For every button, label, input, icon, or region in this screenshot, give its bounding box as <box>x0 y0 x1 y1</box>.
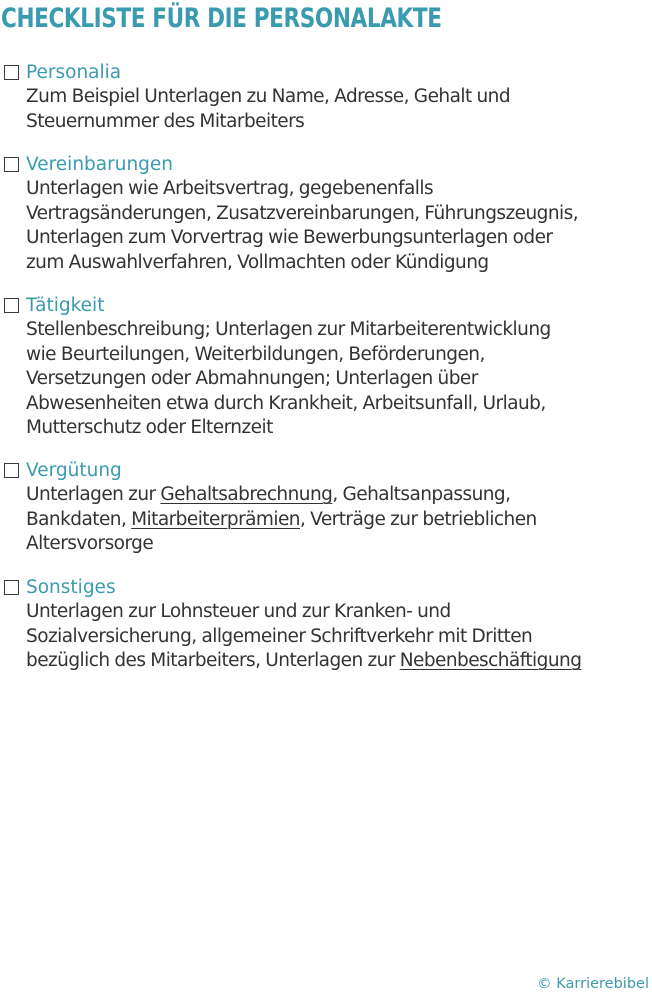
description-line: Abwesenheiten etwa durch Krankheit, Arbeitsunfall, Urlaub, <box>26 392 546 414</box>
checklist-item-heading-row <box>0 294 650 318</box>
description-line: Unterlagen zur Lohnsteuer und zur Kranken- und <box>26 601 451 622</box>
description-line: Versetzungen oder Abmahnungen; Unterlagen über <box>26 368 478 389</box>
line-text: , Verträge zur betrieblichen <box>299 508 537 530</box>
section-heading: Vereinbarungen <box>26 154 174 175</box>
checklist-section-sonstiges <box>0 576 650 674</box>
copyright-footer: © Karrierebibel <box>537 976 649 992</box>
line-text: Unterlagen zur <box>26 484 161 505</box>
description-line: Unterlagen zum Vorvertrag wie Bewerbungsunterlagen oder <box>26 227 553 248</box>
checkbox-sonstiges[interactable] <box>4 580 19 595</box>
section-description <box>0 483 650 557</box>
checklist-section-taetigkeit <box>0 294 650 441</box>
checkbox-taetigkeit[interactable] <box>4 298 19 313</box>
description-line: zum Auswahlverfahren, Vollmachten oder Kündigung <box>26 251 489 273</box>
description-line: Zum Beispiel Unterlagen zu Name, Adresse, Gehalt und <box>26 86 511 107</box>
description-line <box>26 483 650 508</box>
description-line: Stellenbeschreibung; Unterlagen zur Mitarbeiterentwicklung <box>26 319 551 340</box>
link-mitarbeiterpraemien[interactable]: Mitarbeiterprämien <box>131 508 300 530</box>
section-description <box>0 177 650 275</box>
line-text: , Gehaltsanpassung, <box>332 484 511 505</box>
checklist-section-vereinbarungen <box>0 153 650 275</box>
description-line: Unterlagen wie Arbeitsvertrag, gegebenenfalls <box>26 178 434 199</box>
description-line: Steuernummer des Mitarbeiters <box>26 110 305 132</box>
description-line <box>26 508 650 533</box>
link-gehaltsabrechnung[interactable]: Gehaltsabrechnung <box>160 484 333 505</box>
page-title: CHECKLISTE FÜR DIE PERSONALAKTE <box>1 3 442 34</box>
line-text: Bankdaten, <box>26 508 132 530</box>
description-line: Sozialversicherung, allgemeiner Schriftverkehr mit Dritten <box>26 625 533 647</box>
section-heading: Personalia <box>26 62 122 83</box>
description-line: wie Beurteilungen, Weiterbildungen, Beförderungen, <box>26 343 485 365</box>
description-line: Vertragsänderungen, Zusatzvereinbarungen, Führungszeugnis, <box>26 202 579 224</box>
checklist-item-heading-row <box>0 576 650 600</box>
section-description <box>0 85 650 134</box>
section-heading: Sonstiges <box>26 577 116 598</box>
checkbox-vereinbarungen[interactable] <box>4 157 19 172</box>
checklist-section-personalia <box>0 61 650 134</box>
line-text: bezüglich des Mitarbeiters, Unterlagen zur <box>26 650 400 671</box>
description-line: Mutterschutz oder Elternzeit <box>26 417 273 438</box>
section-heading: Tätigkeit <box>26 295 105 316</box>
description-line: Altersvorsorge <box>26 533 154 554</box>
section-description <box>0 600 650 674</box>
checklist-section-verguetung <box>0 459 650 557</box>
checkbox-verguetung[interactable] <box>4 463 19 478</box>
description-line <box>26 649 650 674</box>
checkbox-personalia[interactable] <box>4 65 19 80</box>
checklist-item-heading-row <box>0 153 650 177</box>
checklist-item-heading-row <box>0 459 650 483</box>
section-heading: Vergütung <box>26 460 122 481</box>
section-description <box>0 318 650 441</box>
checklist-item-heading-row <box>0 61 650 85</box>
link-nebenbeschaeftigung[interactable]: Nebenbeschäftigung <box>399 650 582 671</box>
